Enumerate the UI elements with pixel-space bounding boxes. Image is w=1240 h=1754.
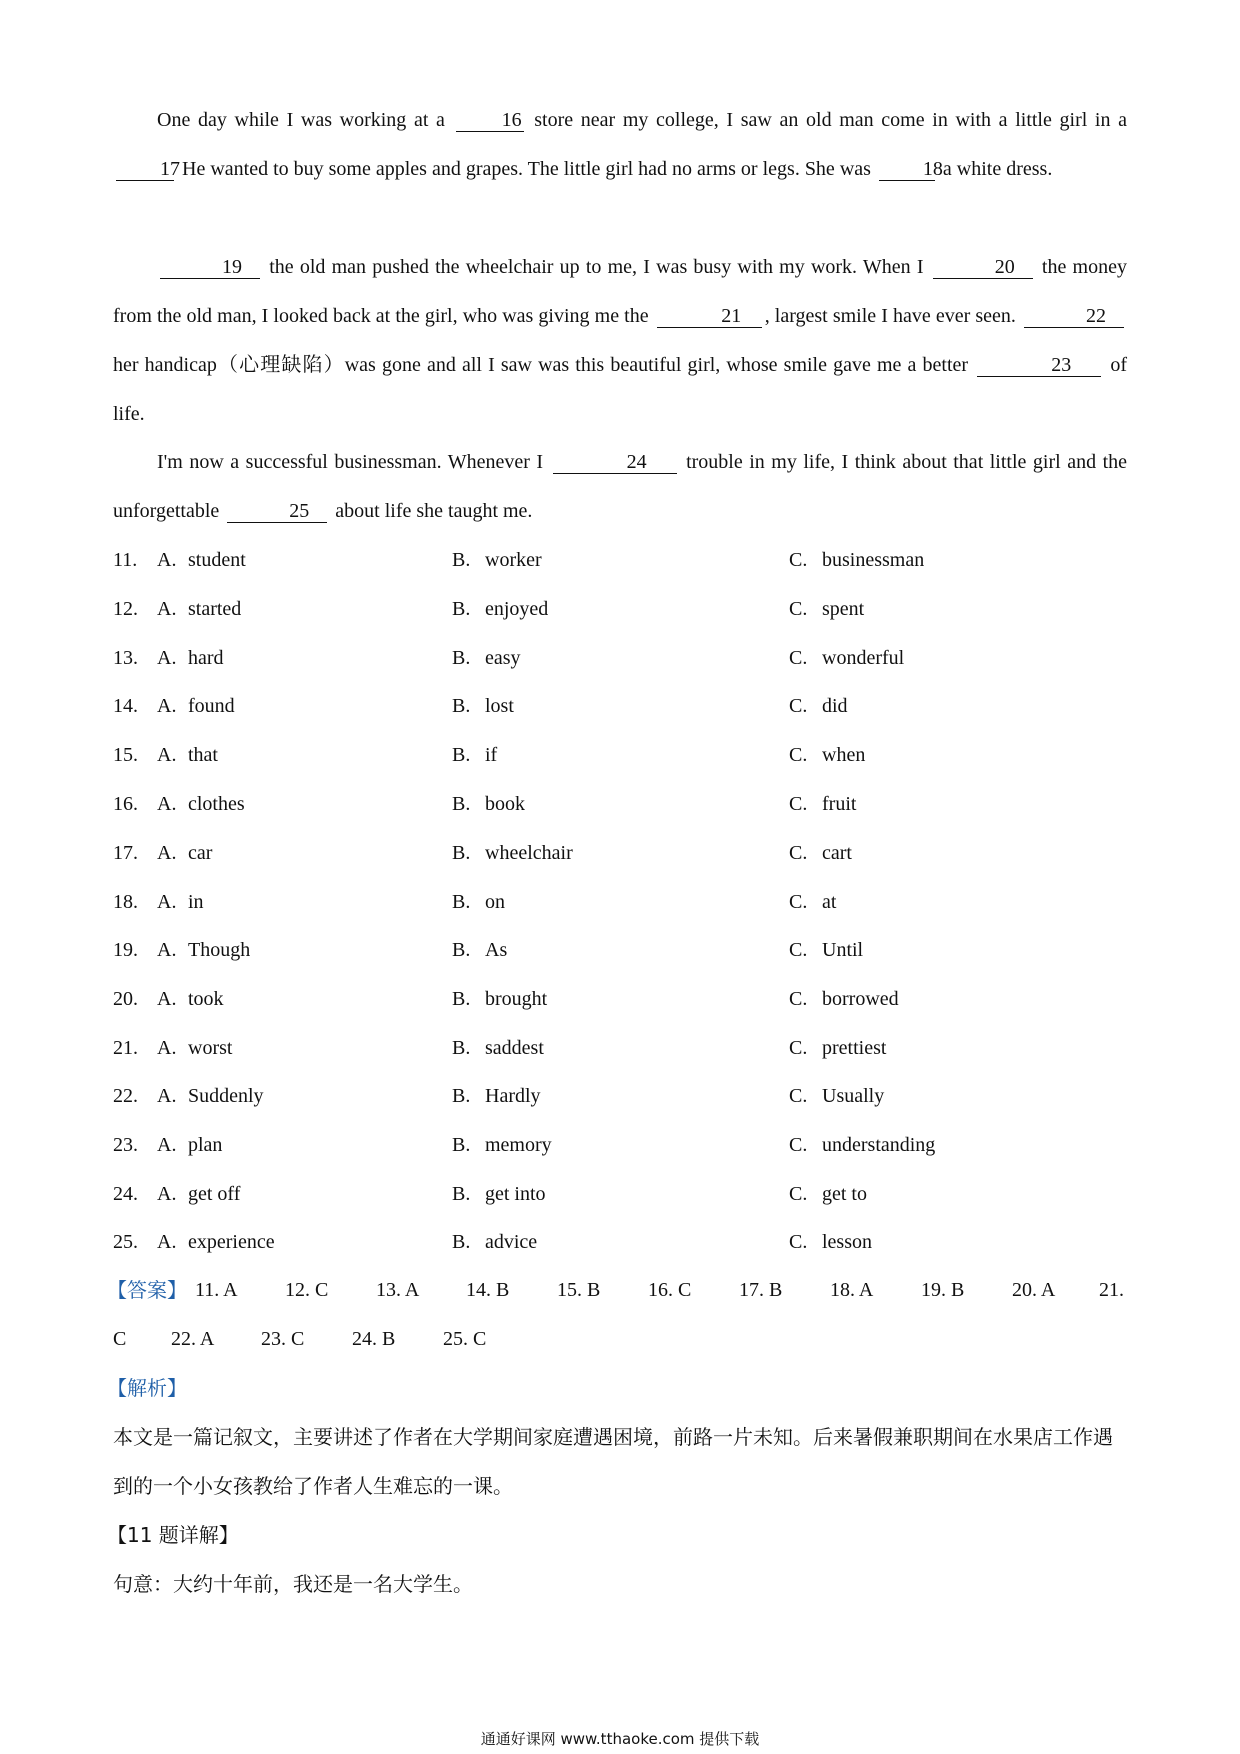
option-a: get off: [188, 1183, 241, 1205]
question-number: 22.: [113, 1085, 138, 1107]
option-letter-b: B.: [452, 1085, 471, 1107]
analysis-summary: 本文是一篇记叙文，主要讲述了作者在大学期间家庭遭遇困境，前路一片未知。后来暑假兼职期间在水果店工作遇到的一个小女孩教给了作者人生难忘的一课。: [113, 1425, 1113, 1498]
question-row: [113, 780, 1127, 829]
option-b: get into: [485, 1183, 546, 1205]
option-letter-a: A.: [157, 842, 177, 864]
option-c: lesson: [822, 1231, 872, 1253]
question-number: 23.: [113, 1134, 138, 1156]
answer-item: 14. B: [466, 1279, 510, 1301]
answer-item: 24. B: [352, 1328, 396, 1350]
option-letter-a: A.: [157, 744, 177, 766]
option-letter-c: C.: [789, 842, 808, 864]
option-letter-b: B.: [452, 842, 471, 864]
option-c: understanding: [822, 1134, 936, 1156]
blank-18: 18: [879, 158, 935, 181]
option-letter-a: A.: [157, 891, 177, 913]
option-b: brought: [485, 988, 548, 1010]
option-b: saddest: [485, 1037, 544, 1059]
question-number: 13.: [113, 647, 138, 669]
answer-item: 23. C: [261, 1328, 305, 1350]
passage-text: One day while I was working at a: [157, 109, 445, 131]
option-letter-c: C.: [789, 891, 808, 913]
option-b: wheelchair: [485, 842, 573, 864]
passage-paragraph-2: [113, 243, 1127, 439]
blank-24: 24: [553, 451, 677, 474]
question-row: [113, 1121, 1127, 1170]
option-letter-b: B.: [452, 939, 471, 961]
passage-paragraph-3: [113, 438, 1127, 536]
option-letter-a: A.: [157, 1134, 177, 1156]
option-letter-c: C.: [789, 598, 808, 620]
option-letter-a: A.: [157, 647, 177, 669]
answer-item: 25. C: [443, 1328, 487, 1350]
answer-item: 15. B: [557, 1279, 601, 1301]
passage-text: He wanted to buy some apples and grapes. The little girl had no arms or legs. She was: [182, 158, 871, 180]
passage-paragraph-1: [113, 96, 1127, 194]
question-row: [113, 1024, 1127, 1073]
answer-item: 11. A: [195, 1279, 238, 1301]
option-letter-c: C.: [789, 793, 808, 815]
option-letter-a: A.: [157, 1183, 177, 1205]
answer-item: 12. C: [285, 1279, 329, 1301]
option-letter-a: A.: [157, 1085, 177, 1107]
question-row: [113, 634, 1127, 683]
question-number: 12.: [113, 598, 138, 620]
question-row: [113, 975, 1127, 1024]
passage-text: trouble in my life, I think about that little girl and the unforgettable: [113, 451, 1128, 522]
question-number: 16.: [113, 793, 138, 815]
blank-16: 16: [456, 109, 524, 132]
option-letter-b: B.: [452, 988, 471, 1010]
option-c: Until: [822, 939, 864, 961]
answer-label: 【答案】: [107, 1278, 187, 1302]
option-letter-b: B.: [452, 549, 471, 571]
question-number: 25.: [113, 1231, 138, 1253]
passage-text: the money from the old man, I looked back at the girl, who was giving me the: [113, 256, 1127, 327]
option-a: that: [188, 744, 218, 766]
blank-25: 25: [227, 500, 327, 523]
option-a: found: [188, 695, 235, 717]
question-number: 19.: [113, 939, 138, 961]
option-c: spent: [822, 598, 865, 620]
option-letter-b: B.: [452, 1037, 471, 1059]
option-c: at: [822, 891, 837, 913]
q11-detail-text: 句意：大约十年前，我还是一名大学生。: [113, 1572, 473, 1596]
option-b: enjoyed: [485, 598, 549, 620]
option-letter-a: A.: [157, 598, 177, 620]
answer-item: 21.: [1099, 1279, 1124, 1301]
option-letter-b: B.: [452, 1183, 471, 1205]
option-b: if: [485, 744, 498, 766]
option-letter-b: B.: [452, 647, 471, 669]
blank-21: 21: [657, 305, 762, 328]
analysis-label: 【解析】: [107, 1376, 187, 1400]
option-letter-b: B.: [452, 1231, 471, 1253]
question-number: 14.: [113, 695, 138, 717]
option-letter-a: A.: [157, 695, 177, 717]
passage-text: of life.: [113, 354, 1128, 425]
option-a: Though: [188, 939, 251, 961]
option-a: Suddenly: [188, 1085, 264, 1107]
option-letter-c: C.: [789, 744, 808, 766]
option-b: lost: [485, 695, 514, 717]
option-b: As: [485, 939, 508, 961]
question-number: 11.: [113, 549, 138, 571]
option-b: easy: [485, 647, 521, 669]
answer-item: 19. B: [921, 1279, 965, 1301]
blank-22: 22: [1024, 305, 1124, 328]
question-number: 17.: [113, 842, 138, 864]
blank-23: 23: [977, 354, 1101, 377]
question-row: [113, 926, 1127, 975]
option-letter-a: A.: [157, 549, 177, 571]
option-letter-c: C.: [789, 988, 808, 1010]
blank-17: 17: [116, 158, 174, 181]
option-a: car: [188, 842, 213, 864]
option-c: fruit: [822, 793, 857, 815]
option-letter-c: C.: [789, 549, 808, 571]
answer-item: 20. A: [1012, 1279, 1056, 1301]
blank-19: 19: [160, 256, 260, 279]
option-letter-a: A.: [157, 793, 177, 815]
option-a: started: [188, 598, 242, 620]
answer-item: 18. A: [830, 1279, 874, 1301]
option-b: Hardly: [485, 1085, 541, 1107]
option-letter-c: C.: [789, 1037, 808, 1059]
option-b: advice: [485, 1231, 538, 1253]
question-row: [113, 731, 1127, 780]
option-c: cart: [822, 842, 852, 864]
option-b: book: [485, 793, 525, 815]
question-number: 18.: [113, 891, 138, 913]
option-letter-c: C.: [789, 695, 808, 717]
option-c: when: [822, 744, 866, 766]
answer-item: C: [113, 1328, 127, 1350]
option-c: prettiest: [822, 1037, 887, 1059]
page-footer: 通通好课网 www.tthaoke.com 提供下载: [480, 1730, 760, 1748]
answer-item: 13. A: [376, 1279, 420, 1301]
option-b: memory: [485, 1134, 552, 1156]
option-letter-b: B.: [452, 891, 471, 913]
option-a: in: [188, 891, 204, 913]
option-letter-c: C.: [789, 1134, 808, 1156]
option-b: on: [485, 891, 505, 913]
option-letter-b: B.: [452, 695, 471, 717]
option-b: worker: [485, 549, 542, 571]
option-letter-c: C.: [789, 939, 808, 961]
passage-text: a white dress.: [942, 158, 1053, 180]
option-letter-b: B.: [452, 1134, 471, 1156]
question-row: [113, 585, 1127, 634]
passage-text: I'm now a successful businessman. Whenever I: [157, 451, 544, 473]
passage-text: , largest smile I have ever seen.: [764, 305, 1016, 327]
option-letter-b: B.: [452, 793, 471, 815]
question-row: [113, 536, 1127, 585]
q11-detail-label: 【11 题详解】: [107, 1523, 239, 1547]
option-letter-c: C.: [789, 1085, 808, 1107]
option-letter-c: C.: [789, 647, 808, 669]
question-number: 21.: [113, 1037, 138, 1059]
option-c: borrowed: [822, 988, 899, 1010]
option-a: worst: [188, 1037, 233, 1059]
option-c: businessman: [822, 549, 925, 571]
blank-20: 20: [933, 256, 1033, 279]
answer-item: 17. B: [739, 1279, 783, 1301]
option-a: student: [188, 549, 246, 571]
option-a: took: [188, 988, 224, 1010]
question-number: 15.: [113, 744, 138, 766]
answer-item: 22. A: [171, 1328, 215, 1350]
option-letter-a: A.: [157, 1231, 177, 1253]
question-row: [113, 1218, 1127, 1267]
question-row: [113, 878, 1127, 927]
option-letter-a: A.: [157, 939, 177, 961]
option-letter-a: A.: [157, 988, 177, 1010]
option-a: plan: [188, 1134, 223, 1156]
option-letter-c: C.: [789, 1183, 808, 1205]
question-row: [113, 1170, 1127, 1219]
question-row: [113, 829, 1127, 878]
passage-text: the old man pushed the wheelchair up to me, I was busy with my work. When I: [269, 256, 924, 278]
option-letter-b: B.: [452, 598, 471, 620]
option-c: Usually: [822, 1085, 885, 1107]
option-letter-b: B.: [452, 744, 471, 766]
question-row: [113, 1072, 1127, 1121]
passage-text: store near my college, I saw an old man come in with a little girl in a: [534, 109, 1128, 131]
option-c: wonderful: [822, 647, 905, 669]
option-a: hard: [188, 647, 224, 669]
passage-text: her handicap（心理缺陷）was gone and all I saw was this beautiful girl, whose smile gave me a better: [113, 354, 969, 376]
option-a: clothes: [188, 793, 245, 815]
option-letter-c: C.: [789, 1231, 808, 1253]
question-number: 24.: [113, 1183, 138, 1205]
question-number: 20.: [113, 988, 138, 1010]
option-c: did: [822, 695, 848, 717]
passage-text: about life she taught me.: [335, 500, 533, 522]
option-a: experience: [188, 1231, 275, 1253]
question-row: [113, 682, 1127, 731]
option-c: get to: [822, 1183, 867, 1205]
answer-item: 16. C: [648, 1279, 692, 1301]
option-letter-a: A.: [157, 1037, 177, 1059]
